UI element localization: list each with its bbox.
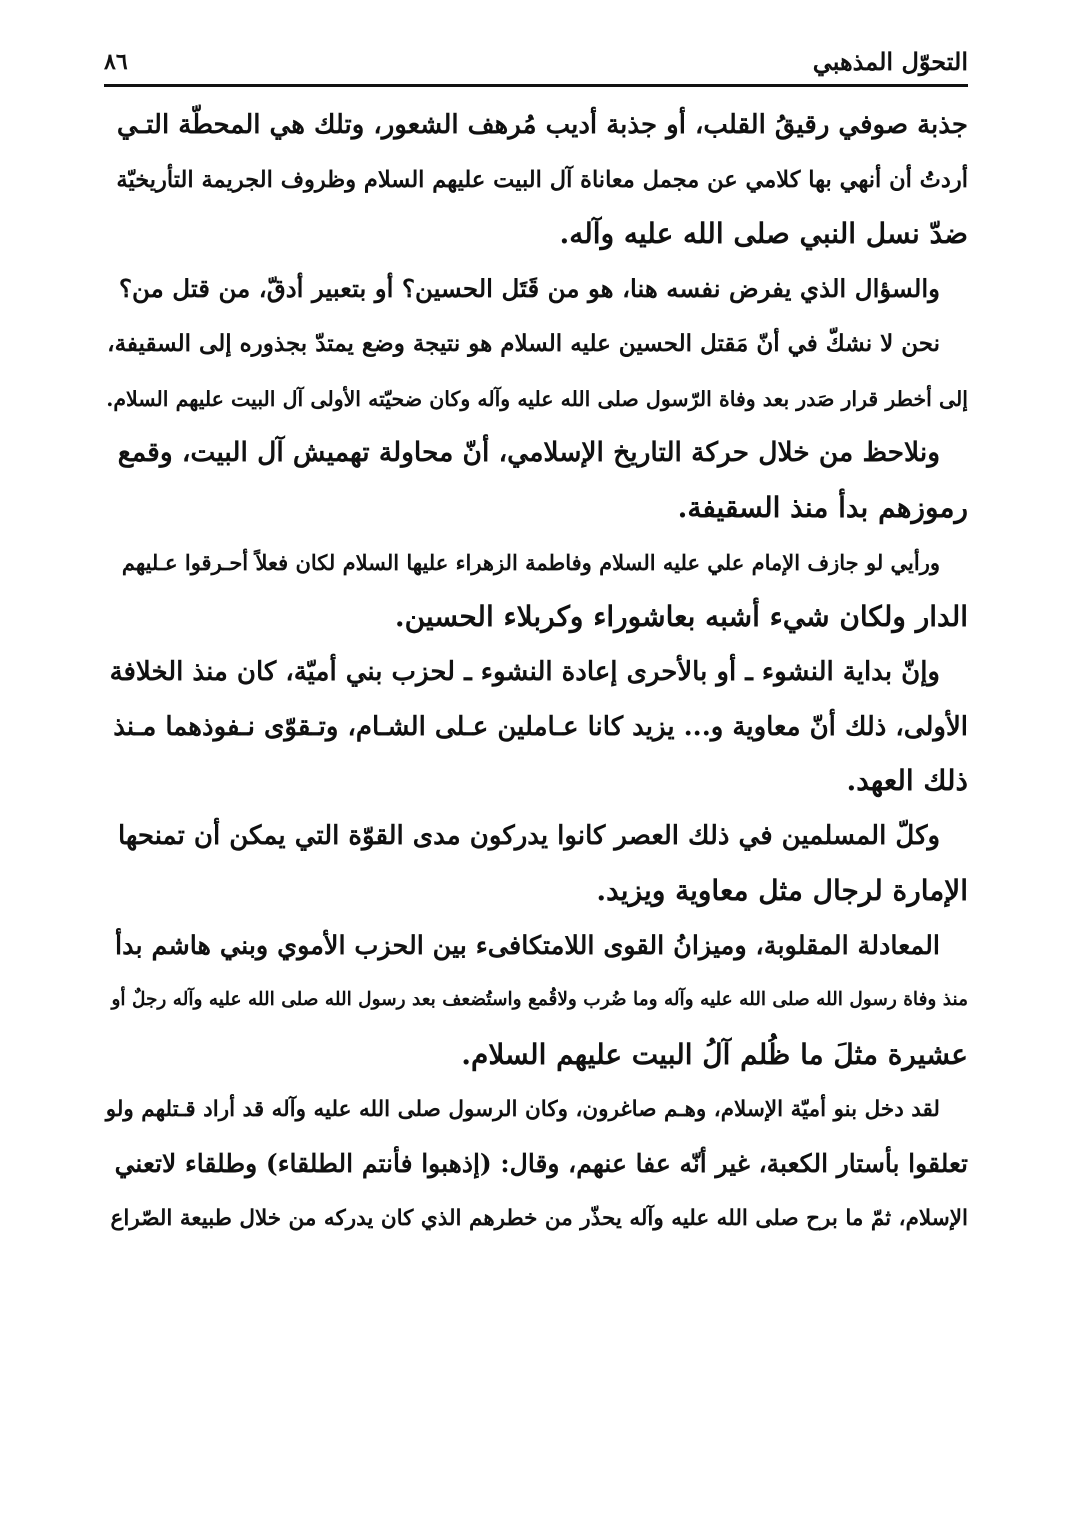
body-text (104, 98, 968, 1247)
page-number: ٨٦ (104, 49, 128, 75)
text-line: نحن لا نشكّ في أنّ مَقتل الحسين عليه السلام هو نتيجة وضع يمتدّ بجذوره إلى السقيفة، (107, 329, 940, 357)
text-line: ورأيي لو جازف الإمام علي عليه السلام وفاطمة الزهراء عليها السلام لكان فعلاً أحـرقوا عـليهم (121, 549, 940, 575)
text-line: إلى أخطر قرار صَدر بعد وفاة الرّسول صلى الله عليه وآله وكان ضحيّته الأولى آل البيت عليهم السلام. (106, 386, 968, 411)
text-line: منذ وفاة رسول الله صلى الله عليه وآله وما ضُرب ولاقُمع واستُضعف بعد رسول الله صلى الله عليه وآله رجلٌ أو (111, 989, 968, 1011)
text-line: لقد دخل بنو أميّة الإسلام، وهـم صاغرون، وكان الرسول صلى الله عليه وآله قد أراد قـتلهم ولو (105, 1096, 940, 1122)
running-header (104, 42, 968, 82)
text-line: وإنّ بداية النشوء ـ أو بالأحرى إعادة النشوء ـ لحزب بني أميّة، كان منذ الخلافة (109, 657, 940, 688)
header-rule (104, 84, 968, 87)
text-line: الإسلام، ثمّ ما برح صلى الله عليه وآله يحذّر من خطرهم الذي كان يدركه من خلال طبيعة الصّراع (110, 1206, 968, 1232)
text-line: وكلّ المسلمين في ذلك العصر كانوا يدركون مدى القوّة التي يمكن أن تمنحها (118, 821, 940, 852)
text-line: المعادلة المقلوبة، وميزانُ القوى اللامتكافىء بين الحزب الأموي وبني هاشم بدأ (115, 930, 940, 961)
chapter-title: التحوّل المذهبي (812, 47, 968, 76)
text-line: تعلقوا بأستار الكعبة، غير أنّه عفا عنهم، وقال: (إذهبوا فأنتم الطلقاء) وطلقاء لاتعني (114, 1149, 968, 1179)
text-line: الدار ولكان شيء أشبه بعاشوراء وكربلاء الحسين. (394, 600, 968, 634)
text-line: ضدّ نسل النبي صلى الله عليه وآله. (559, 217, 968, 251)
text-line: جذبة صوفي رقيقُ القلب، أو جذبة أديب مُرهف الشعور، وتلك هي المحطّة التـي (116, 110, 968, 140)
text-line: عشيرة مثلَ ما ظُلم آلُ البيت عليهم السلام. (461, 1037, 968, 1071)
text-line: ونلاحظ من خلال حركة التاريخ الإسلامي، أنّ محاولة تهميش آل البيت، وقمع (117, 437, 940, 469)
text-line: رموزهم بدأ منذ السقيفة. (677, 490, 968, 524)
text-line: ذلك العهد. (846, 764, 968, 798)
text-line: والسؤال الذي يفرض نفسه هنا، هو من قَتَل الحسين؟ أو بتعبير أدقّ، من قتل من؟ (118, 274, 940, 304)
text-line: الإمارة لرجال مثل معاوية ويزيد. (596, 873, 968, 907)
text-line: الأولى، ذلك أنّ معاوية و... يزيد كانا عـاملين عـلى الشـام، وتـقوّى نـفوذهما مـنذ (113, 711, 968, 742)
text-line: أردتُ أن أنهي بها كلامي عن مجمل معاناة آل البيت عليهم السلام وظروف الجريمة التأريخيّة (116, 166, 968, 193)
